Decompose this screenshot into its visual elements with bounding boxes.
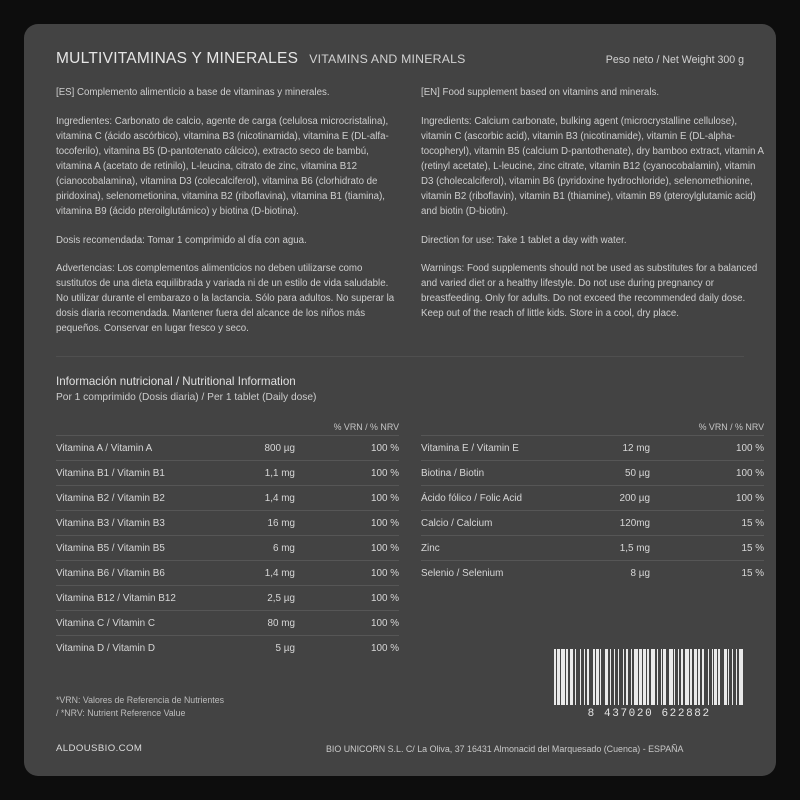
table-row [56,461,399,486]
cell-amount: 1,4 mg [247,561,295,586]
nutrition-title: Información nutricional / Nutritional Information [56,375,296,389]
nutrition-rows-left [56,436,399,661]
nutrition-tables [56,422,764,660]
cell-nrv: 100 % [295,636,399,661]
cell-nrv: 15 % [650,561,764,586]
cell-amount: 800 µg [247,436,295,461]
cell-nutrient-name: Vitamina B5 / Vitamin B5 [56,536,247,561]
cell-amount: 6 mg [247,536,295,561]
cell-nrv: 100 % [295,536,399,561]
table-row [56,536,399,561]
cell-amount: 12 mg [597,436,650,461]
ingredients-en: Ingredients: Calcium carbonate, bulking agent (microcrystalline cellulose), vitamin C (ascorbic acid), vitamin B3 (nicotinamide), vitamin E (DL-alpha-tocopheryl), vitamin B5 (calcium D-pantothenate), dry bamboo extract, vitamin A (retinyl acetate), L-leucine, zinc citrate, vitamin B12 (cyanocobalamin), vitamin D3 (cholecalciferol), vitamin B6 (pyridoxine hydrochloride), selenomethionine, vitamin B2 (riboflavin), vitamin B1 (thiamine), vitamin B9 (pteroylglutamic acid) and biotin (D-biotin). [421,116,764,218]
cell-nutrient-name: Vitamina B1 / Vitamin B1 [56,461,247,486]
col-header-nutrient [421,422,597,436]
cell-amount: 120mg [597,511,650,536]
nutrition-heading [56,374,744,406]
description-en: [EN] Food supplement based on vitamins and minerals. [421,87,660,98]
cell-nutrient-name: Biotina / Biotin [421,461,597,486]
warnings-en: Warnings: Food supplements should not be used as substitutes for a balanced and varied diet or a healthy lifestyle. Do not use during pregnancy or breastfeeding. Only for adults. Do not exceed the recommended daily dose. Keep out of the reach of little kids. Store in a cool, dry place. [421,263,758,320]
product-title-en: VITAMINS AND MINERALS [309,52,466,66]
cell-nrv: 100 % [650,461,764,486]
cell-nrv: 100 % [295,486,399,511]
ingredients-es: Ingredientes: Carbonato de calcio, agente de carga (celulosa microcristalina), vitamina C (ácido ascórbico), vitamina B3 (nicotinamida), vitamina E (DL-alfa-tocoferilo), vitamina B5 (D-pantotenato cálcico), extracto seco de bambú, vitamina A (acetato de retinilo), L-leucina, citrato de zinc, vitamina B12 (cianocobalamina), vitamina D3 (colecalciferol), vitamina B6 (clorhidrato de piridoxina), selenometionina, vitamina B2 (riboflavina), vitamina B1 (tiamina), vitamina B9 (ácido pteroilglutámico) y biotina (D-biotina). [56,116,389,218]
barcode [554,649,744,720]
cell-nrv: 100 % [295,436,399,461]
table-row [421,536,764,561]
cell-nutrient-name: Zinc [421,536,597,561]
nutrition-rows-right [421,436,764,586]
table-row [56,486,399,511]
section-divider [56,356,744,357]
cell-nrv: 100 % [295,511,399,536]
cell-nutrient-name: Vitamina A / Vitamin A [56,436,247,461]
cell-amount: 200 µg [597,486,650,511]
table-row [421,561,764,586]
barcode-bars [554,649,744,705]
footnote-barcode-area [56,649,744,720]
nrv-footnote-line2: / *NRV: Nutrient Reference Value [56,707,186,718]
col-header-nrv: % VRN / % NRV [698,422,764,433]
nutrition-table-left [56,422,399,660]
nrv-footnote [56,694,224,720]
col-header-amount [247,422,295,436]
cell-amount: 8 µg [597,561,650,586]
col-header-nutrient [56,422,247,436]
cell-amount: 80 mg [247,611,295,636]
cell-nrv: 100 % [295,586,399,611]
cell-nrv: 100 % [295,611,399,636]
cell-amount: 2,5 µg [247,586,295,611]
spanish-column [56,85,399,350]
dosage-es: Dosis recomendada: Tomar 1 comprimido al día con agua. [56,235,307,247]
nutrition-table-left-wrap [56,422,399,660]
table-row [421,436,764,461]
table-row [56,436,399,461]
brand-website: ALDOUSBIO.COM [56,743,143,754]
cell-nutrient-name: Vitamina B6 / Vitamin B6 [56,561,247,586]
table-row [421,461,764,486]
cell-nrv: 100 % [650,486,764,511]
cell-amount: 16 mg [247,511,295,536]
barcode-bar [743,649,744,705]
net-weight: Peso neto / Net Weight 300 g [605,54,744,66]
product-label-panel [24,24,776,776]
table-row [421,486,764,511]
col-header-amount [597,422,650,436]
cell-nutrient-name: Selenio / Selenium [421,561,597,586]
col-header-nrv: % VRN / % NRV [333,422,399,433]
cell-nutrient-name: Vitamina C / Vitamin C [56,611,247,636]
cell-nutrient-name: Vitamina B12 / Vitamin B12 [56,586,247,611]
english-column [421,85,764,350]
cell-amount: 50 µg [597,461,650,486]
cell-amount: 5 µg [247,636,295,661]
table-header-row [56,422,399,436]
nutrition-table-right [421,422,764,585]
cell-nrv: 100 % [295,461,399,486]
nutrition-table-right-wrap [421,422,764,660]
cell-amount: 1,1 mg [247,461,295,486]
cell-nrv: 100 % [295,561,399,586]
cell-nutrient-name: Vitamina D / Vitamin D [56,636,247,661]
table-row [421,511,764,536]
barcode-number: 8 437020 622882 [587,708,711,720]
table-row [56,611,399,636]
cell-nrv: 15 % [650,511,764,536]
cell-nutrient-name: Calcio / Calcium [421,511,597,536]
table-row [56,561,399,586]
table-row [56,511,399,536]
nrv-footnote-line1: *VRN: Valores de Referencia de Nutrientes [56,694,225,705]
cell-nutrient-name: Vitamina E / Vitamin E [421,436,597,461]
cell-nutrient-name: Vitamina B2 / Vitamin B2 [56,486,247,511]
cell-amount: 1,4 mg [247,486,295,511]
cell-nutrient-name: Ácido fólico / Folic Acid [421,486,597,511]
label-footer [56,743,744,754]
cell-amount: 1,5 mg [597,536,650,561]
warnings-es: Advertencias: Los complementos alimenticios no deben utilizarse como sustitutos de una dieta equilibrada y variada ni de un estilo de vida saludable. No utilizar durante el embarazo o la lactancia. Sólo para adultos. No superar la dosis diaria recomendada. Mantener fuera del alcance de los niños más pequeños. Conservar en lugar fresco y seco. [56,263,395,335]
table-header-row [421,422,764,436]
product-title-es: MULTIVITAMINAS Y MINERALES [56,50,299,67]
nutrition-subtitle: Por 1 comprimido (Dosis diaria) / Per 1 tablet (Daily dose) [56,392,317,404]
dosage-en: Direction for use: Take 1 tablet a day with water. [421,235,627,247]
table-row [56,586,399,611]
cell-nrv: 100 % [650,436,764,461]
bilingual-body [56,85,764,350]
cell-nutrient-name: Vitamina B3 / Vitamin B3 [56,511,247,536]
title-group [56,50,466,68]
cell-nrv: 15 % [650,536,764,561]
company-address: BIO UNICORN S.L. C/ La Oliva, 37 16431 Almonacid del Marquesado (Cuenca) - ESPAÑA [326,743,684,754]
label-header [56,50,744,68]
description-es: [ES] Complemento alimenticio a base de vitaminas y minerales. [56,87,330,98]
